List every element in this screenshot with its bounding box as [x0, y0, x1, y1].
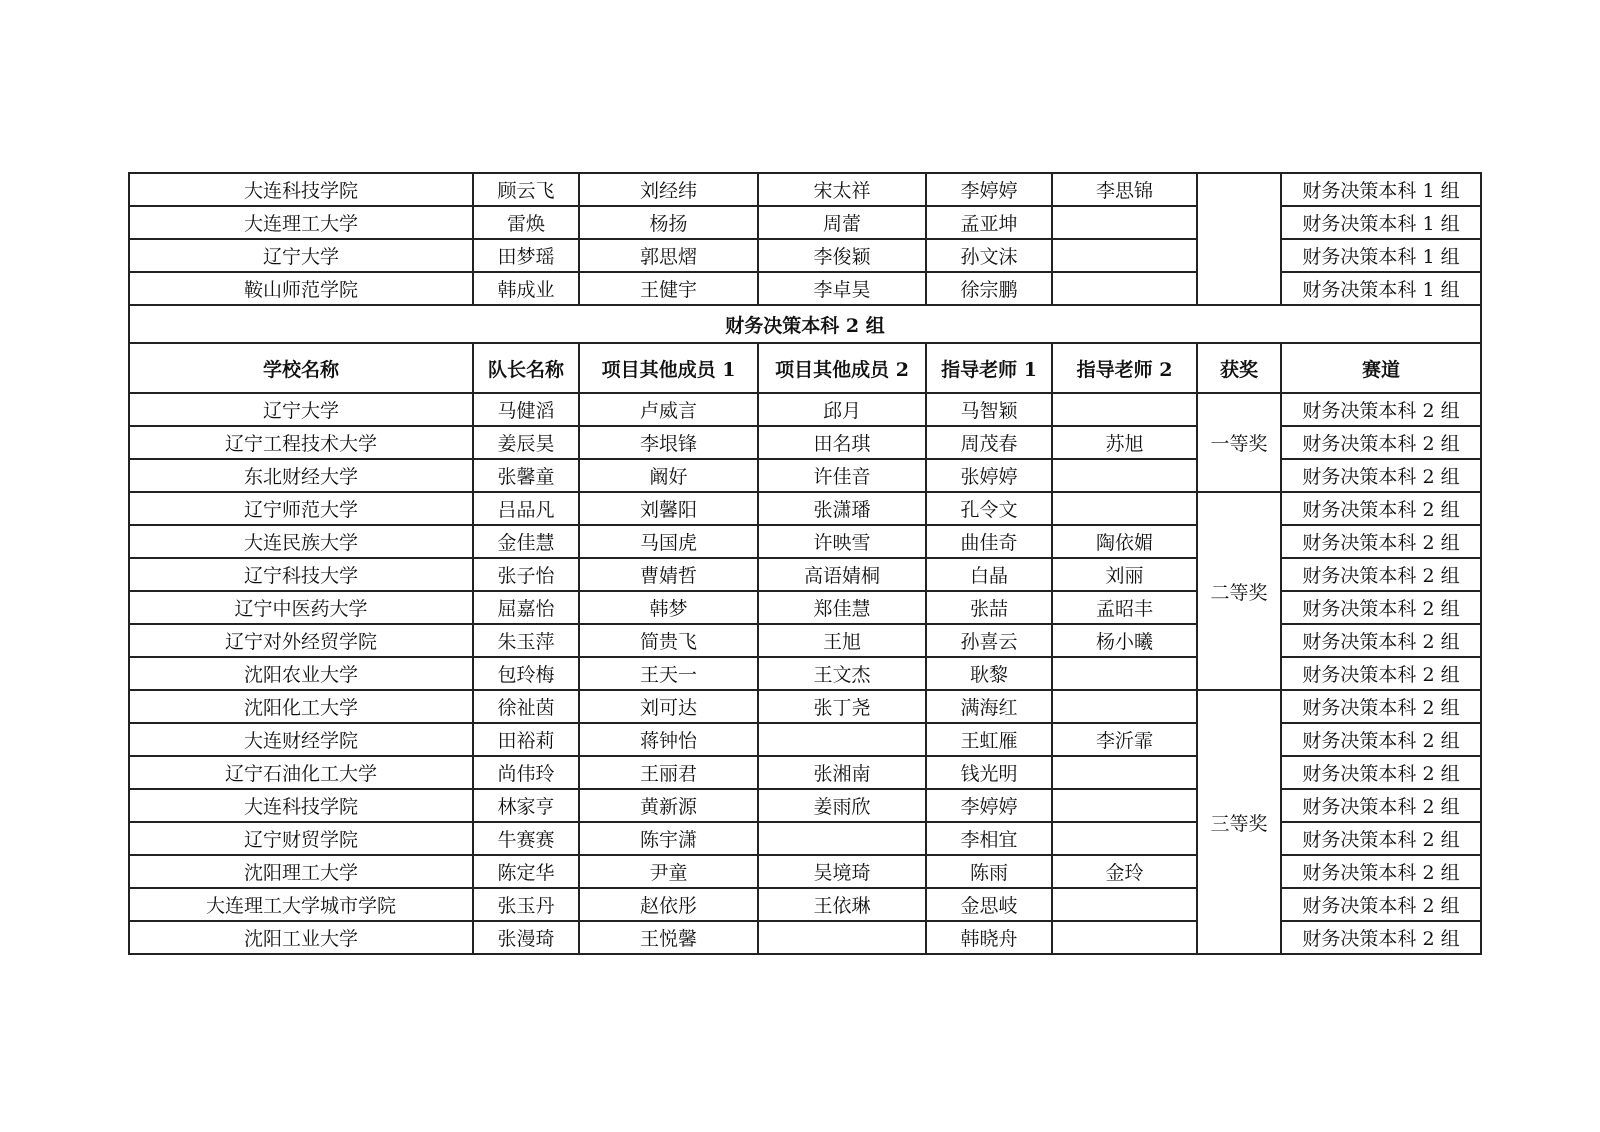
school-cell: 沈阳理工大学 [129, 855, 473, 888]
school-cell: 辽宁中医药大学 [129, 591, 473, 624]
teacher1-cell: 孙文沫 [926, 239, 1052, 272]
member1-cell: 李垠锋 [579, 426, 758, 459]
school-cell: 沈阳化工大学 [129, 690, 473, 723]
captain-cell: 金佳慧 [473, 525, 579, 558]
track-cell: 财务决策本科 2 组 [1281, 756, 1481, 789]
member2-cell: 高语婧桐 [758, 558, 926, 591]
member1-cell: 杨扬 [579, 206, 758, 239]
track-cell: 财务决策本科 2 组 [1281, 558, 1481, 591]
captain-cell: 韩成业 [473, 272, 579, 305]
captain-cell: 田裕莉 [473, 723, 579, 756]
teacher2-cell [1052, 690, 1197, 723]
school-cell: 辽宁师范大学 [129, 492, 473, 525]
teacher2-cell [1052, 459, 1197, 492]
member2-cell [758, 723, 926, 756]
track-cell: 财务决策本科 2 组 [1281, 591, 1481, 624]
member2-cell: 邱月 [758, 393, 926, 426]
table-body [129, 173, 1481, 954]
member2-cell: 王依琳 [758, 888, 926, 921]
teacher1-cell: 耿黎 [926, 657, 1052, 690]
track-cell: 财务决策本科 2 组 [1281, 393, 1481, 426]
teacher2-cell [1052, 239, 1197, 272]
member1-cell: 王悦馨 [579, 921, 758, 954]
track-cell: 财务决策本科 1 组 [1281, 173, 1481, 206]
school-cell: 沈阳工业大学 [129, 921, 473, 954]
member2-cell: 李俊颖 [758, 239, 926, 272]
award-cell: 一等奖 [1197, 393, 1281, 492]
teacher1-cell: 韩晓舟 [926, 921, 1052, 954]
member2-cell: 宋太祥 [758, 173, 926, 206]
track-cell: 财务决策本科 2 组 [1281, 723, 1481, 756]
captain-cell: 朱玉萍 [473, 624, 579, 657]
member2-cell: 许映雪 [758, 525, 926, 558]
teacher1-cell: 李婷婷 [926, 789, 1052, 822]
captain-cell: 张漫琦 [473, 921, 579, 954]
teacher2-cell [1052, 206, 1197, 239]
column-header: 队长名称 [473, 343, 579, 393]
teacher1-cell: 曲佳奇 [926, 525, 1052, 558]
teacher2-cell [1052, 822, 1197, 855]
teacher2-cell: 杨小曦 [1052, 624, 1197, 657]
section-row [129, 305, 1481, 343]
track-cell: 财务决策本科 2 组 [1281, 492, 1481, 525]
table-row [129, 173, 1481, 206]
column-header: 项目其他成员 2 [758, 343, 926, 393]
member1-cell: 赵依彤 [579, 888, 758, 921]
member2-cell: 姜雨欣 [758, 789, 926, 822]
track-cell: 财务决策本科 2 组 [1281, 822, 1481, 855]
member1-cell: 阚好 [579, 459, 758, 492]
member1-cell: 王健宇 [579, 272, 758, 305]
teacher2-cell [1052, 657, 1197, 690]
member1-cell: 简贵飞 [579, 624, 758, 657]
member1-cell: 陈宇潇 [579, 822, 758, 855]
school-cell: 大连理工大学城市学院 [129, 888, 473, 921]
teacher1-cell: 马智颖 [926, 393, 1052, 426]
track-cell: 财务决策本科 2 组 [1281, 459, 1481, 492]
member1-cell: 卢威言 [579, 393, 758, 426]
teacher2-cell: 金玲 [1052, 855, 1197, 888]
captain-cell: 田梦瑶 [473, 239, 579, 272]
column-header: 赛道 [1281, 343, 1481, 393]
teacher2-cell: 陶依媚 [1052, 525, 1197, 558]
table-row [129, 690, 1481, 723]
captain-cell: 屈嘉怡 [473, 591, 579, 624]
member1-cell: 刘馨阳 [579, 492, 758, 525]
teacher1-cell: 孟亚坤 [926, 206, 1052, 239]
teacher1-cell: 孔令文 [926, 492, 1052, 525]
teacher2-cell [1052, 789, 1197, 822]
captain-cell: 尚伟玲 [473, 756, 579, 789]
track-cell: 财务决策本科 1 组 [1281, 206, 1481, 239]
column-header: 获奖 [1197, 343, 1281, 393]
award-cell: 三等奖 [1197, 690, 1281, 954]
track-cell: 财务决策本科 2 组 [1281, 921, 1481, 954]
captain-cell: 顾云飞 [473, 173, 579, 206]
school-cell: 辽宁对外经贸学院 [129, 624, 473, 657]
school-cell: 辽宁财贸学院 [129, 822, 473, 855]
track-cell: 财务决策本科 2 组 [1281, 690, 1481, 723]
school-cell: 辽宁工程技术大学 [129, 426, 473, 459]
member2-cell [758, 921, 926, 954]
member1-cell: 刘可达 [579, 690, 758, 723]
member1-cell: 韩梦 [579, 591, 758, 624]
track-cell: 财务决策本科 2 组 [1281, 525, 1481, 558]
track-cell: 财务决策本科 1 组 [1281, 272, 1481, 305]
teacher2-cell [1052, 921, 1197, 954]
captain-cell: 马健滔 [473, 393, 579, 426]
member1-cell: 黄新源 [579, 789, 758, 822]
school-cell: 鞍山师范学院 [129, 272, 473, 305]
school-cell: 大连财经学院 [129, 723, 473, 756]
captain-cell: 陈定华 [473, 855, 579, 888]
track-cell: 财务决策本科 2 组 [1281, 789, 1481, 822]
teacher1-cell: 满海红 [926, 690, 1052, 723]
member2-cell: 吴境琦 [758, 855, 926, 888]
member1-cell: 刘经纬 [579, 173, 758, 206]
track-cell: 财务决策本科 2 组 [1281, 426, 1481, 459]
track-cell: 财务决策本科 2 组 [1281, 657, 1481, 690]
school-cell: 大连民族大学 [129, 525, 473, 558]
member2-cell [758, 822, 926, 855]
member1-cell: 蒋钟怡 [579, 723, 758, 756]
teacher1-cell: 白晶 [926, 558, 1052, 591]
column-header: 指导老师 1 [926, 343, 1052, 393]
school-cell: 辽宁大学 [129, 239, 473, 272]
member2-cell: 张湘南 [758, 756, 926, 789]
table-row [129, 393, 1481, 426]
captain-cell: 徐祉茵 [473, 690, 579, 723]
track-cell: 财务决策本科 2 组 [1281, 624, 1481, 657]
captain-cell: 包玲梅 [473, 657, 579, 690]
table-row [129, 492, 1481, 525]
teacher1-cell: 李婷婷 [926, 173, 1052, 206]
teacher2-cell: 李沂霏 [1052, 723, 1197, 756]
member1-cell: 王天一 [579, 657, 758, 690]
award-results-table [128, 172, 1482, 955]
member1-cell: 王丽君 [579, 756, 758, 789]
member2-cell: 许佳音 [758, 459, 926, 492]
section-title: 财务决策本科 2 组 [129, 305, 1481, 343]
teacher2-cell: 刘丽 [1052, 558, 1197, 591]
teacher2-cell [1052, 492, 1197, 525]
teacher1-cell: 孙喜云 [926, 624, 1052, 657]
member2-cell: 张潇璠 [758, 492, 926, 525]
teacher1-cell: 钱光明 [926, 756, 1052, 789]
captain-cell: 姜辰昊 [473, 426, 579, 459]
member2-cell: 李卓昊 [758, 272, 926, 305]
teacher1-cell: 金思岐 [926, 888, 1052, 921]
teacher1-cell: 周茂春 [926, 426, 1052, 459]
column-header: 学校名称 [129, 343, 473, 393]
teacher2-cell: 苏旭 [1052, 426, 1197, 459]
award-cell: 二等奖 [1197, 492, 1281, 690]
teacher2-cell: 孟昭丰 [1052, 591, 1197, 624]
teacher1-cell: 徐宗鹏 [926, 272, 1052, 305]
school-cell: 大连理工大学 [129, 206, 473, 239]
captain-cell: 吕品凡 [473, 492, 579, 525]
header-row [129, 343, 1481, 393]
teacher2-cell [1052, 888, 1197, 921]
captain-cell: 张馨童 [473, 459, 579, 492]
member1-cell: 曹婧哲 [579, 558, 758, 591]
track-cell: 财务决策本科 2 组 [1281, 888, 1481, 921]
captain-cell: 牛赛赛 [473, 822, 579, 855]
award-cell [1197, 173, 1281, 305]
member2-cell: 郑佳慧 [758, 591, 926, 624]
teacher2-cell [1052, 272, 1197, 305]
captain-cell: 林家亨 [473, 789, 579, 822]
member2-cell: 王旭 [758, 624, 926, 657]
member1-cell: 马国虎 [579, 525, 758, 558]
school-cell: 大连科技学院 [129, 173, 473, 206]
school-cell: 东北财经大学 [129, 459, 473, 492]
track-cell: 财务决策本科 2 组 [1281, 855, 1481, 888]
teacher1-cell: 陈雨 [926, 855, 1052, 888]
member2-cell: 张丁尧 [758, 690, 926, 723]
teacher2-cell [1052, 756, 1197, 789]
school-cell: 辽宁石油化工大学 [129, 756, 473, 789]
teacher2-cell: 李思锦 [1052, 173, 1197, 206]
teacher1-cell: 张喆 [926, 591, 1052, 624]
member2-cell: 田名琪 [758, 426, 926, 459]
teacher1-cell: 王虹雁 [926, 723, 1052, 756]
teacher1-cell: 张婷婷 [926, 459, 1052, 492]
member2-cell: 王文杰 [758, 657, 926, 690]
column-header: 指导老师 2 [1052, 343, 1197, 393]
member1-cell: 郭思熠 [579, 239, 758, 272]
school-cell: 沈阳农业大学 [129, 657, 473, 690]
teacher2-cell [1052, 393, 1197, 426]
captain-cell: 张子怡 [473, 558, 579, 591]
school-cell: 辽宁科技大学 [129, 558, 473, 591]
member2-cell: 周蕾 [758, 206, 926, 239]
captain-cell: 张玉丹 [473, 888, 579, 921]
school-cell: 大连科技学院 [129, 789, 473, 822]
member1-cell: 尹童 [579, 855, 758, 888]
teacher1-cell: 李相宜 [926, 822, 1052, 855]
column-header: 项目其他成员 1 [579, 343, 758, 393]
captain-cell: 雷焕 [473, 206, 579, 239]
school-cell: 辽宁大学 [129, 393, 473, 426]
track-cell: 财务决策本科 1 组 [1281, 239, 1481, 272]
